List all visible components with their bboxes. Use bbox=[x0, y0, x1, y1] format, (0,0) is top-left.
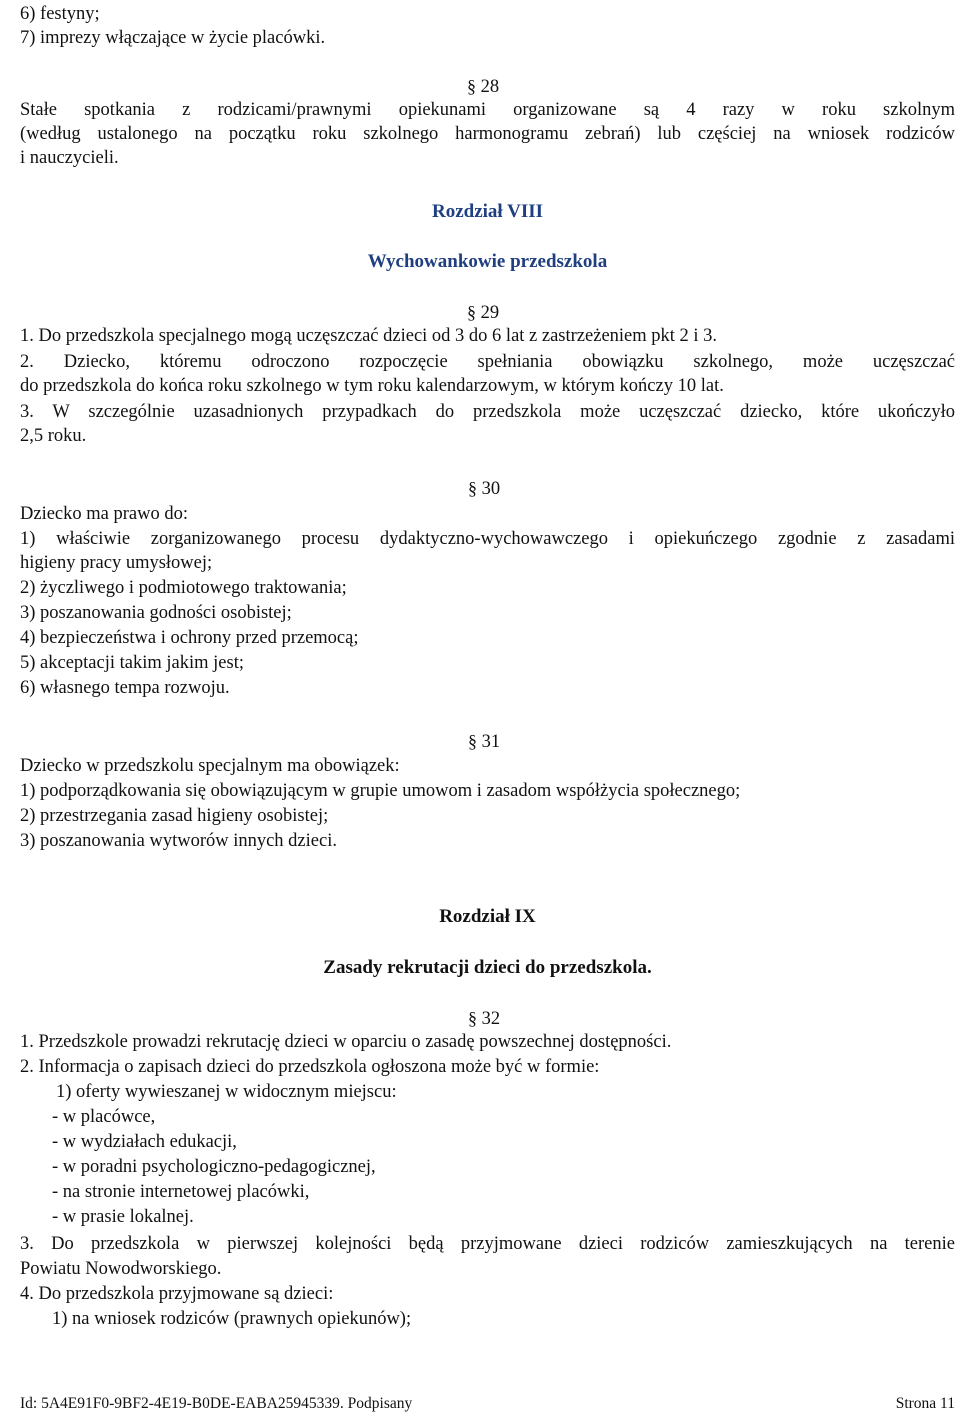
paragraph-line: 4. Do przedszkola przyjmowane są dzieci: bbox=[20, 1284, 334, 1304]
list-item: 1) oferty wywieszanej w widocznym miejscu: bbox=[56, 1082, 397, 1102]
section-28-heading bbox=[467, 74, 499, 99]
list-item: 4) bezpieczeństwa i ochrony przed przemocą; bbox=[20, 628, 359, 648]
section-number: 30 bbox=[481, 479, 501, 499]
list-item: 2) przestrzegania zasad higieny osobistej; bbox=[20, 806, 329, 826]
paragraph-line: 3. Do przedszkola w pierwszej kolejności będą przyjmowane dzieci rodziców zamieszkujących na terenie bbox=[20, 1234, 955, 1254]
section-30-heading bbox=[468, 476, 500, 501]
page-number: Strona 11 bbox=[895, 1395, 955, 1412]
section-sign-icon: § bbox=[468, 731, 477, 751]
section-32-heading bbox=[468, 1006, 500, 1031]
chapter-title: Rozdział VIII bbox=[431, 201, 544, 222]
list-item: 1) podporządkowania się obowiązującym w grupie umowom i zasadom współżycia społecznego; bbox=[20, 781, 741, 801]
section-31-heading bbox=[468, 729, 500, 754]
section-number: 28 bbox=[480, 77, 500, 97]
list-item: 5) akceptacji takim jakim jest; bbox=[20, 653, 244, 673]
list-item: 1) na wniosek rodziców (prawnych opiekunów); bbox=[52, 1309, 412, 1329]
list-item: - w poradni psychologiczno-pedagogicznej, bbox=[52, 1157, 376, 1177]
list-item: 7) imprezy włączające w życie placówki. bbox=[20, 28, 326, 48]
document-id: Id: 5A4E91F0-9BF2-4E19-B0DE-EABA25945339. Podpisany bbox=[20, 1395, 413, 1412]
paragraph-line: 2,5 roku. bbox=[20, 426, 87, 446]
list-item: - w prasie lokalnej. bbox=[52, 1207, 194, 1227]
section-sign-icon: § bbox=[467, 302, 476, 322]
list-item: 3) poszanowania wytworów innych dzieci. bbox=[20, 831, 337, 851]
paragraph-line: Dziecko w przedszkolu specjalnym ma obowiązek: bbox=[20, 756, 400, 776]
list-item: 2) życzliwego i podmiotowego traktowania; bbox=[20, 578, 347, 598]
list-item: 6) festyny; bbox=[20, 4, 100, 24]
chapter-title: Rozdział IX bbox=[439, 906, 536, 927]
section-number: 31 bbox=[481, 732, 501, 752]
list-item: 3) poszanowania godności osobistej; bbox=[20, 603, 292, 623]
chapter-subtitle: Zasady rekrutacji dzieci do przedszkola. bbox=[323, 957, 652, 978]
paragraph-line: Stałe spotkania z rodzicami/prawnymi opiekunami organizowane są 4 razy w roku szkolnym bbox=[20, 100, 955, 120]
paragraph-line: 3. W szczególnie uzasadnionych przypadkach do przedszkola może uczęszczać dziecko, które ukończyło bbox=[20, 402, 955, 422]
paragraph-line: 1. Przedszkole prowadzi rekrutację dzieci w oparciu o zasadę powszechnej dostępności. bbox=[20, 1032, 672, 1052]
paragraph-line: (według ustalonego na początku roku szkolnego harmonogramu zebrań) lub częściej na wniosek rodziców bbox=[20, 124, 955, 144]
paragraph-line: 2. Dziecko, któremu odroczono rozpoczęcie spełniania obowiązku szkolnego, może uczęszczać bbox=[20, 352, 955, 372]
section-sign-icon: § bbox=[467, 76, 476, 96]
paragraph-line: Dziecko ma prawo do: bbox=[20, 504, 188, 524]
paragraph-line: Powiatu Nowodworskiego. bbox=[20, 1259, 222, 1279]
section-number: 29 bbox=[480, 303, 500, 323]
paragraph-line: 1. Do przedszkola specjalnego mogą uczęszczać dzieci od 3 do 6 lat z zastrzeżeniem pkt 2 i 3. bbox=[20, 326, 718, 346]
paragraph-line: i nauczycieli. bbox=[20, 148, 119, 168]
section-29-heading bbox=[467, 300, 499, 325]
section-sign-icon: § bbox=[468, 478, 477, 498]
paragraph-line: do przedszkola do końca roku szkolnego w tym roku kalendarzowym, w którym kończy 10 lat. bbox=[20, 376, 724, 396]
chapter-subtitle: Wychowankowie przedszkola bbox=[367, 251, 608, 272]
section-sign-icon: § bbox=[468, 1008, 477, 1028]
list-item: 1) właściwie zorganizowanego procesu dydaktyczno-wychowawczego i opiekuńczego zgodnie z zasadami bbox=[20, 529, 955, 549]
list-item: 6) własnego tempa rozwoju. bbox=[20, 678, 230, 698]
section-number: 32 bbox=[481, 1009, 501, 1029]
list-item: - na stronie internetowej placówki, bbox=[52, 1182, 310, 1202]
list-item: - w placówce, bbox=[52, 1107, 156, 1127]
list-item: - w wydziałach edukacji, bbox=[52, 1132, 237, 1152]
paragraph-line: 2. Informacja o zapisach dzieci do przedszkola ogłoszona może być w formie: bbox=[20, 1057, 600, 1077]
list-item: higieny pracy umysłowej; bbox=[20, 553, 213, 573]
